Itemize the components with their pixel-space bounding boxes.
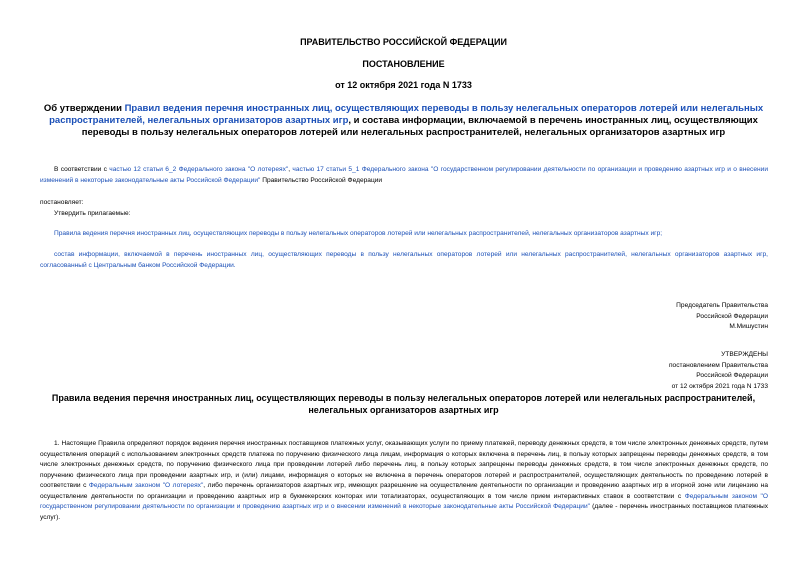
gambling-law-link[interactable]: частью 17 статьи 5_1 Федерального закона "О государственном регулировании деятельности по организации и проведению азартных игр и о внесении изменений в некоторые законодательные акты Российской Федерации" (40, 166, 769, 184)
approval-line-1: УТВЕРЖДЕНЫ (721, 351, 768, 358)
lottery-law-link[interactable]: частью 12 статьи 6_2 Федерального закона "О лотереях" (109, 166, 289, 173)
preamble-text-3: Правительство Российской Федерации (260, 176, 383, 184)
approval-line-3: Российской Федерации (696, 372, 768, 379)
signature-block (560, 301, 768, 333)
decides-label: постановляет: (40, 199, 84, 206)
document-date-number: от 12 октября 2021 года N 1733 (335, 80, 472, 90)
approve-label: Утвердить прилагаемые: (54, 210, 131, 217)
rules-title: Правила ведения перечня иностранных лиц, осуществляющих переводы в пользу нелегальных операторов лотерей или нелегальных распространителей, нелегальных организаторов азартных игр (51, 393, 756, 415)
approval-stamp (560, 350, 768, 392)
government-heading: ПРАВИТЕЛЬСТВО РОССИЙСКОЙ ФЕДЕРАЦИИ (300, 37, 507, 47)
composition-link[interactable]: состав информации, включаемой в перечень иностранных лиц, осуществляющих переводы в пользу нелегальных операторов лотерей или нелегальных распространителей, нелегальных организаторов азартных игр, согласованный с Центральным банком Российской Федерации. (40, 251, 768, 269)
rule-paragraph-1 (40, 439, 768, 523)
preamble-text-2: , (288, 166, 293, 173)
preamble-paragraph (40, 165, 768, 186)
title-suffix: , и состава информации, включаемой в перечень иностранных лиц, осуществляющих переводы в пользу нелегальных операторов лотерей или нелегальных распространителей, нелегальных организаторов азартных игр (81, 115, 758, 138)
approval-line-4: от 12 октября 2021 года N 1733 (671, 382, 768, 390)
document-type: ПОСТАНОВЛЕНИЕ (362, 59, 445, 69)
approved-item-composition (40, 250, 768, 271)
rule1-text-2: , либо перечень организаторов азартных игр, имеющих разрешение на осуществление деятельности по организации и проведению азартных игр в игорной зоне или лицензию на осуществление деятельности по организации и проведению азартных игр в букмекерских конторах или тотализаторах, осуществляющих в том числе прием интерактивных ставок в соответствии с (40, 482, 768, 500)
approved-item-rules (54, 229, 768, 240)
rule1-text-3: (далее - перечень иностранных поставщиков платежных услуг). (40, 503, 768, 521)
title-prefix: Об утверждении (43, 103, 125, 114)
signature-position: Председатель Правительства (676, 302, 768, 309)
approval-line-2: постановлением Правительства (668, 361, 768, 369)
signature-country: Российской Федерации (696, 312, 768, 320)
rule1-lottery-law-link[interactable]: Федеральным законом "О лотереях" (88, 482, 204, 489)
rule1-text-1: 1. Настоящие Правила определяют порядок ведения перечня иностранных поставщиков платежных услуг, оказывающих услуги по приему платежей, переводу денежных средств, в том числе электронных денежных средств, путем осуществления операций с использованием электронных средств платежа по поручению физического лица лицам, информация о которых включена в перечень лиц, в пользу которых запрещены переводы денежных средств, в том числе электронных денежных средств, по поручению физического лица при проведении лотерей либо перечень лиц, в пользу которых запрещены переводы денежных средств, в том числе электронных денежных средств, по поручению физического лица при проведении азартных игр, и (или) лицами, информация о которых не включена в перечень операторов лотерей и распространителей, осуществляющих деятельность по проведению лотерей в соответствии с (40, 440, 768, 489)
document-title (40, 103, 767, 139)
preamble-text-1: В соответствии с (54, 166, 110, 173)
title-rules-link[interactable]: Правил ведения перечня иностранных лиц, осуществляющих переводы в пользу нелегальных операторов лотерей или нелегальных распространителей, нелегальных организаторов азартных игр (49, 103, 764, 126)
rules-link[interactable]: Правила ведения перечня иностранных лиц, осуществляющих переводы в пользу нелегальных операторов лотерей или нелегальных распространителей, нелегальных организаторов азартных игр; (54, 230, 663, 237)
signature-name: М.Мишустин (729, 323, 768, 330)
rule1-gambling-law-link[interactable]: Федеральным законом "О государственном регулировании деятельности по организации и проведению азартных игр и о внесении изменений в некоторые законодательные акты Российской Федерации" (40, 492, 769, 510)
